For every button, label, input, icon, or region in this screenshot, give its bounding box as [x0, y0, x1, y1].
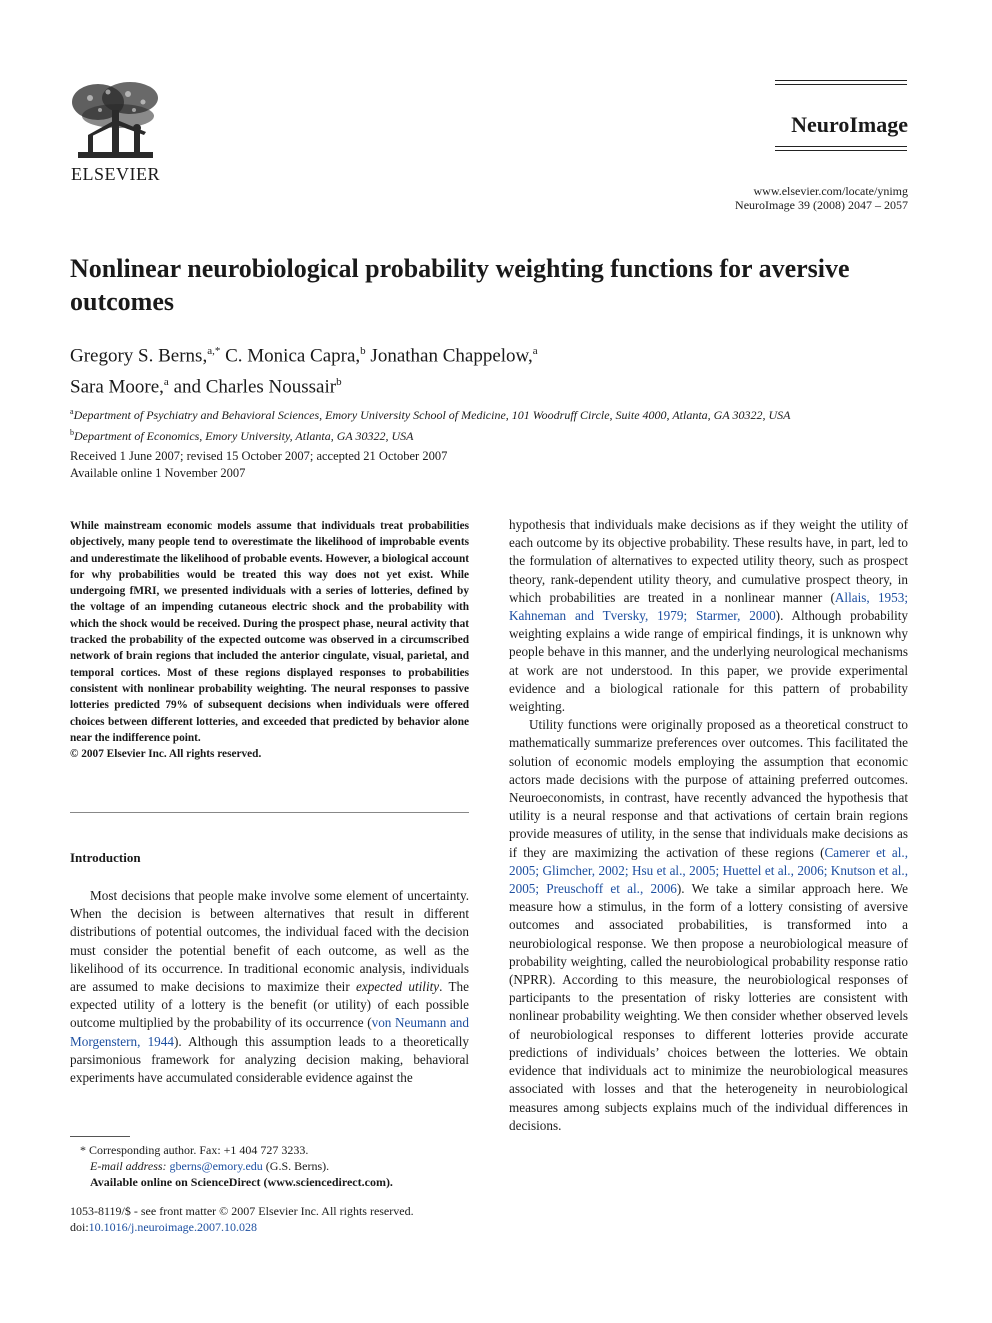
section-heading-introduction: Introduction: [70, 850, 141, 865]
email-link[interactable]: gberns@emory.edu: [169, 1159, 263, 1173]
right-column: [509, 516, 908, 1135]
issn-line: [70, 1203, 414, 1235]
footnote: [70, 1142, 490, 1190]
author: Gregory S. Berns,: [70, 345, 208, 367]
author-sup: a: [532, 345, 538, 357]
affiliations: [70, 403, 930, 445]
email-line: E-mail address: gberns@emory.edu (G.S. Berns).: [90, 1159, 330, 1173]
author: C. Monica Capra,: [225, 345, 361, 367]
header-rule-bottom-2: [775, 150, 907, 151]
author: Jonathan Chappelow,: [370, 345, 533, 367]
abstract-text: While mainstream economic models assume that individuals treat probabilities objectively, many people tend to overestimate the likelihood of improbable events and underestimate the likelihood of probable events. However, a biological account for why probabilities would be treated this way does not yet exist. While undergoing fMRI, we presented individuals with a series of lotteries, defined by the voltage of an impending cutaneous electric shock and the probability with which the shock would be received. During the prospect phase, neural activity that tracked the probability of the expected outcome was observed in a circumscribed network of brain regions that included the anterior cingulate, visual, parietal, and temporal cortices. Most of these regions displayed responses to probabilities consistent with nonlinear probability weighting. The neural responses to passive lotteries predicted 79% of subsequent decisions when individuals were offered choices between different lotteries, and exceeded that predicted by behavior alone near the indifference point.: [70, 520, 469, 744]
author-sup: b: [336, 376, 342, 389]
abstract: [70, 518, 469, 762]
body-paragraph: Utility functions were originally proposed as a theoretical construct to mathematically summarize preferences over outcomes. This facilitated the solution of economic models employing the assumption that economic actors made decisions with the purpose of attaining preferred outcomes. Neuroeconomists, in contrast, have recently advanced the hypothesis that utility is a neural response and that activations of certain brain regions provide measures of utility, in the sense that individuals make decisions as if they are maximizing the activation of these regions (Camerer et al., 2005; Glimcher, 2002; Hsu et al., 2005; Huettel et al., 2006; Knutson et al., 2005; Preuschoff et al., 2006). We take a similar approach here. We measure how a stimulus, in the form of a lottery consisting of aversive outcomes and associated probabilities, is transformed into a neurobiological response. We then propose a neurobiological measure of probability weighting, called the neurobiological probability response ratio (NPRR). According to this measure, the neurobiological responses of participants to the presentation of risky lotteries are consistent with nonlinear probability weighting. We then consider whether observed levels of neurobiological responses to different lotteries provide accurate predictions of individuals’ choices between the lotteries. We obtain evidence that individuals act to minimize the neurobiological measures associated with losses and that the heterogeneity in neurobiological measures among subjects explains much of the individual differences in decisions.: [509, 717, 908, 1133]
journal-citation: NeuroImage 39 (2008) 2047 – 2057: [735, 198, 908, 212]
author-list: [70, 338, 920, 401]
citation-link[interactable]: Allais, 1953; Kahneman and Tversky, 1979; Starmer, 2000: [509, 589, 908, 624]
author-sup: a: [163, 376, 169, 389]
author: and Charles Noussair: [173, 376, 337, 398]
available-date: Available online 1 November 2007: [70, 466, 246, 480]
left-column: [70, 887, 469, 1087]
affiliation: $^a$Department of Psychiatry and Behavioral Sciences, Emory University School of Medicine, 101 Woodruff Circle, Suite 4000, Atlanta, GA 30322, USA: [70, 407, 791, 422]
intro-paragraph: Most decisions that people make involve some element of uncertainty. When the decision is between alternatives that result in different distributions of potential outcomes, the individual faced with the decision must consider the potential benefit of each outcome, as well as the likelihood of its occurrence. In traditional economic analysis, individuals are assumed to make decisions to maximize their expected utility. The expected utility of a lottery is the benefit (or utility) of each possible outcome multiplied by the probability of its occurrence (von Neumann and Morgenstern, 1944). Although this assumption leads to a theoretically parsimonious framework for analyzing decision making, behavioral experiments have accumulated considerable evidence against the: [70, 888, 469, 1086]
footnote-rule: [70, 1136, 130, 1137]
publisher-name: ELSEVIER: [71, 164, 160, 184]
author: Sara Moore,: [70, 376, 164, 398]
citation-link[interactable]: Camerer et al., 2005; Glimcher, 2002; Hsu et al., 2005; Huettel et al., 2006; Knutson et al., 2005; Preuschoff et al., 2006: [509, 844, 908, 897]
elsevier-tree-icon: [68, 80, 163, 162]
header-rule-top: [775, 80, 907, 81]
citation-link[interactable]: von Neumann and Morgenstern, 1944: [70, 1015, 469, 1049]
abstract-copyright: © 2007 Elsevier Inc. All rights reserved.: [70, 748, 262, 761]
abstract-divider: [70, 812, 469, 813]
body-paragraph: hypothesis that individuals make decisions as if they weight the utility of each outcome by its objective probability. These results have, in part, led to the formulation of alternatives to expected utility theory, such as prospect theory, rank-dependent utility theory, and cumulative prospect theory, in which probabilities are treated in a nonlinear manner (Allais, 1953; Kahneman and Tversky, 1979; Starmer, 2000). Although probability weighting explains a wide range of empirical findings, it is unknown why people behave in this manner, and the underlying neurological mechanisms at work are not understood. In this paper, we provide experimental evidence and a biological rationale for this pattern of probability weighting.: [509, 517, 908, 715]
header-rule-bottom: [775, 146, 907, 147]
header-rule-top-2: [775, 84, 907, 85]
author-sup: b: [360, 345, 366, 357]
doi-line: doi:10.1016/j.neuroimage.2007.10.028: [70, 1220, 257, 1234]
journal-info: [735, 184, 908, 212]
journal-title: NeuroImage: [791, 112, 908, 137]
corresponding-author: * Corresponding author. Fax: +1 404 727 3233.: [80, 1143, 309, 1157]
received-dates: Received 1 June 2007; revised 15 October 2007; accepted 21 October 2007: [70, 449, 448, 463]
sciencedirect-note: Available online on ScienceDirect (www.sciencedirect.com).: [90, 1175, 393, 1189]
article-dates: [70, 448, 447, 482]
author-sup: a,*: [207, 345, 221, 357]
doi-link[interactable]: 10.1016/j.neuroimage.2007.10.028: [88, 1220, 257, 1234]
journal-url[interactable]: www.elsevier.com/locate/ynimg: [753, 184, 908, 198]
issn: 1053-8119/$ - see front matter © 2007 Elsevier Inc. All rights reserved.: [70, 1204, 414, 1218]
elsevier-logo: [68, 80, 163, 185]
affiliation: $^b$Department of Economics, Emory University, Atlanta, GA 30322, USA: [70, 428, 414, 443]
article-title: Nonlinear neurobiological probability weighting functions for aversive outcomes: [70, 254, 850, 316]
